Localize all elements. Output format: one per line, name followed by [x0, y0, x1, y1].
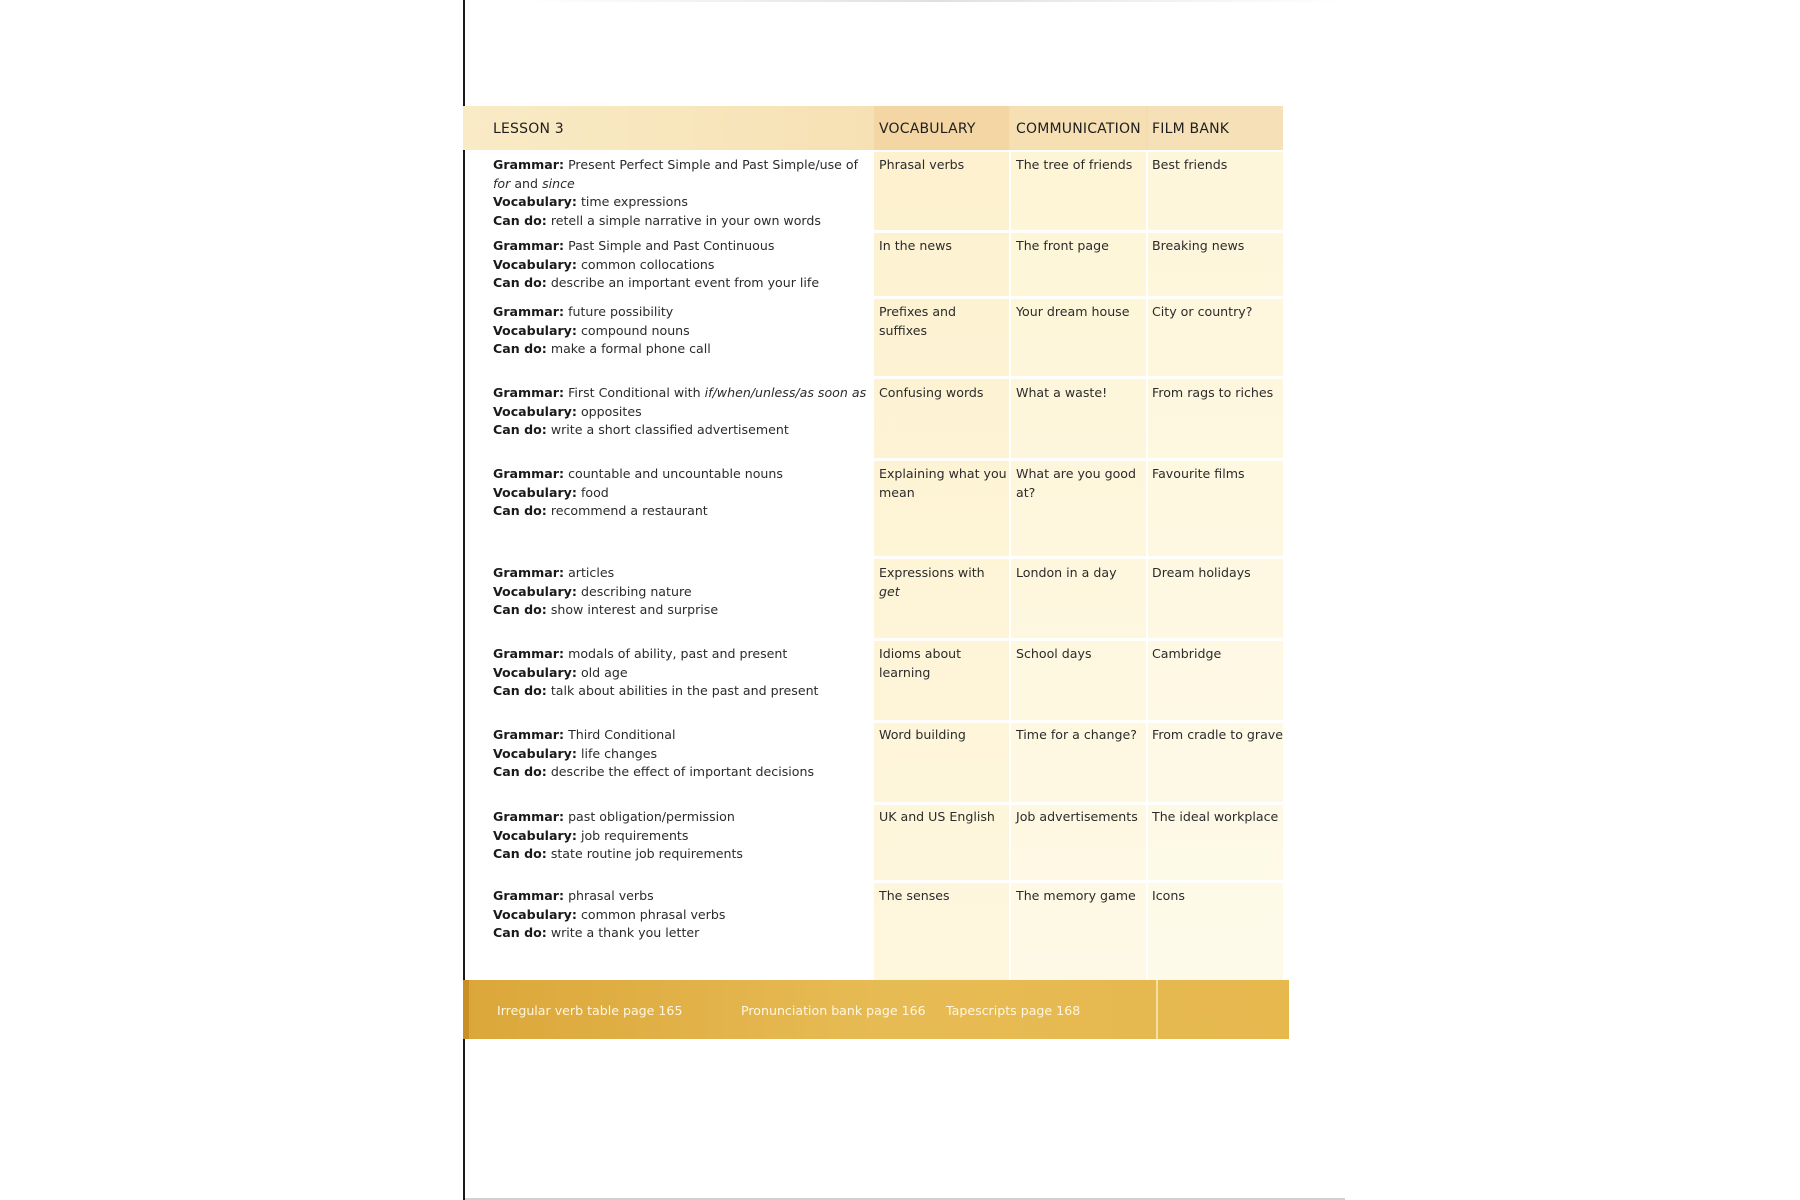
lesson-description [493, 384, 868, 440]
can-do-label: Can do: [493, 503, 547, 518]
header-film-bank: FILM BANK [1152, 121, 1230, 137]
row-divider [874, 802, 1283, 805]
lesson-description [493, 303, 868, 359]
can-do-text: state routine job requirements [550, 846, 743, 861]
grammar-text: Present Perfect Simple and Past Simple/use of [568, 157, 859, 172]
can-do-label: Can do: [493, 925, 547, 940]
pronunciation-bank-link[interactable]: Pronunciation bank page 166 [741, 1003, 926, 1018]
film-bank-cell: Cambridge [1152, 646, 1222, 661]
vocabulary-cell-text: Expressions with [879, 565, 985, 580]
header-communication: COMMUNICATION [1016, 121, 1141, 137]
grammar-text: modals of ability, past and present [568, 646, 788, 661]
can-do-text: write a thank you letter [550, 925, 700, 940]
grammar-line [493, 645, 868, 664]
vocabulary-cell: Confusing words [879, 385, 984, 400]
communication-cell: School days [1016, 646, 1092, 661]
film-bank-cell: From rags to riches [1152, 385, 1274, 400]
can-do-line [493, 340, 868, 359]
vocabulary-label: Vocabulary: [493, 403, 577, 419]
grammar-text: past obligation/permission [568, 809, 735, 824]
grammar-line [493, 726, 868, 745]
vocabulary-line [493, 193, 868, 212]
communication-cell: The front page [1016, 238, 1109, 253]
vocabulary-label: Vocabulary: [493, 484, 577, 500]
vocabulary-cell [879, 564, 1007, 601]
can-do-text: describe an important event from your life [550, 275, 820, 290]
film-bank-cell: Dream holidays [1152, 565, 1251, 580]
lesson-description [493, 645, 868, 701]
row-divider [874, 296, 1283, 299]
grammar-label: Grammar: [493, 157, 565, 172]
film-bank-cell: Favourite films [1152, 466, 1245, 481]
grammar-line [493, 384, 868, 403]
lesson-description [493, 726, 868, 782]
lesson-description [493, 887, 868, 943]
can-do-text: write a short classified advertisement [550, 422, 789, 437]
communication-cell: London in a day [1016, 565, 1117, 580]
film-bank-cell: From cradle to grave [1152, 727, 1284, 742]
footer-divider [1156, 980, 1158, 1039]
lesson-description [493, 156, 868, 230]
grammar-text: phrasal verbs [568, 888, 654, 903]
grammar-text: and [514, 175, 539, 191]
lesson-description [493, 808, 868, 864]
grammar-line [493, 237, 868, 256]
film-bank-cell: Breaking news [1152, 238, 1245, 253]
tapescripts-link[interactable]: Tapescripts page 168 [946, 1003, 1081, 1018]
grammar-text: First Conditional with [568, 385, 701, 400]
can-do-text: describe the effect of important decisions [550, 764, 815, 779]
vocabulary-line [493, 906, 868, 925]
film-bank-cell: Icons [1152, 888, 1185, 903]
can-do-text: make a formal phone call [550, 341, 711, 356]
grammar-line [493, 887, 868, 906]
grammar-italic: since [542, 175, 575, 191]
irregular-verb-table-link[interactable]: Irregular verb table page 165 [497, 1003, 683, 1018]
vocabulary-label: Vocabulary: [493, 194, 577, 209]
vocabulary-cell: In the news [879, 238, 952, 253]
can-do-text: talk about abilities in the past and present [550, 683, 819, 698]
communication-cell: What are you good at? [1016, 466, 1137, 500]
grammar-label: Grammar: [493, 238, 565, 253]
can-do-line [493, 845, 868, 864]
can-do-label: Can do: [493, 602, 547, 617]
vocabulary-text: common phrasal verbs [580, 906, 726, 922]
vocabulary-text: compound nouns [580, 322, 690, 338]
vocabulary-cell: UK and US English [879, 809, 995, 824]
film-bank-cell: The ideal workplace [1152, 809, 1279, 824]
can-do-label: Can do: [493, 275, 547, 290]
grammar-line [493, 156, 868, 193]
communication-cell: Time for a change? [1016, 727, 1137, 742]
vocabulary-label: Vocabulary: [493, 583, 577, 599]
vocabulary-line [493, 583, 868, 602]
contents-table [463, 106, 1289, 1039]
grammar-italic: for [493, 175, 511, 191]
row-divider [874, 376, 1283, 379]
grammar-text: future possibility [568, 304, 674, 319]
vocabulary-cell: The senses [879, 888, 950, 903]
communication-cell: Your dream house [1016, 304, 1130, 319]
row-divider [874, 880, 1283, 883]
grammar-text: articles [568, 565, 615, 580]
can-do-label: Can do: [493, 341, 547, 356]
vocabulary-line [493, 484, 868, 503]
vocabulary-text: time expressions [580, 194, 688, 209]
can-do-line [493, 502, 868, 521]
grammar-label: Grammar: [493, 809, 565, 824]
vocabulary-label: Vocabulary: [493, 745, 577, 761]
header-vocabulary: VOCABULARY [879, 121, 976, 137]
reference-footer [463, 980, 1289, 1039]
can-do-label: Can do: [493, 764, 547, 779]
vocabulary-cell: Word building [879, 727, 966, 742]
vocabulary-line [493, 745, 868, 764]
row-divider [874, 556, 1283, 559]
grammar-text: countable and uncountable nouns [568, 466, 783, 481]
vocabulary-text: life changes [580, 745, 658, 761]
grammar-line [493, 808, 868, 827]
vocabulary-line [493, 256, 868, 275]
grammar-label: Grammar: [493, 385, 565, 400]
communication-cell: The tree of friends [1016, 157, 1133, 172]
row-divider [874, 638, 1283, 641]
can-do-text: show interest and surprise [550, 602, 719, 617]
can-do-line [493, 682, 868, 701]
communication-cell: What a waste! [1016, 385, 1108, 400]
can-do-label: Can do: [493, 212, 547, 228]
vocabulary-cell-italic: get [879, 583, 900, 599]
vocabulary-text: opposites [580, 403, 642, 419]
vocabulary-text: old age [580, 664, 628, 680]
can-do-line [493, 212, 868, 231]
vocabulary-label: Vocabulary: [493, 322, 577, 338]
vocabulary-line [493, 664, 868, 683]
grammar-text: Third Conditional [568, 727, 676, 742]
vocabulary-cell: Prefixes and suffixes [879, 304, 957, 338]
can-do-label: Can do: [493, 683, 547, 698]
can-do-label: Can do: [493, 846, 547, 861]
vocabulary-text: job requirements [580, 827, 689, 843]
grammar-line [493, 465, 868, 484]
vocabulary-line [493, 322, 868, 341]
can-do-line [493, 601, 868, 620]
vocabulary-cell: Phrasal verbs [879, 157, 965, 172]
can-do-text: retell a simple narrative in your own words [550, 212, 821, 228]
communication-cell: Job advertisements [1016, 809, 1138, 824]
row-divider [874, 720, 1283, 723]
lesson-description [493, 465, 868, 521]
grammar-line [493, 303, 868, 322]
row-divider [874, 230, 1283, 233]
communication-cell: The memory game [1016, 888, 1136, 903]
header-lesson: LESSON 3 [493, 121, 564, 137]
grammar-text: Past Simple and Past Continuous [568, 238, 775, 253]
vocabulary-cell: Explaining what you mean [879, 466, 1007, 500]
lesson-description [493, 237, 868, 293]
lesson-description [493, 564, 868, 620]
can-do-text: recommend a restaurant [550, 503, 708, 518]
grammar-label: Grammar: [493, 646, 565, 661]
row-divider [874, 458, 1283, 461]
grammar-italic: if/when/unless/as soon as [704, 385, 867, 400]
vocabulary-line [493, 827, 868, 846]
can-do-line [493, 763, 868, 782]
vocabulary-label: Vocabulary: [493, 664, 577, 680]
grammar-label: Grammar: [493, 466, 565, 481]
grammar-label: Grammar: [493, 888, 565, 903]
can-do-line [493, 924, 868, 943]
vocabulary-label: Vocabulary: [493, 827, 577, 843]
film-bank-cell: Best friends [1152, 157, 1228, 172]
can-do-label: Can do: [493, 422, 547, 437]
film-bank-cell: City or country? [1152, 304, 1253, 319]
vocabulary-line [493, 403, 868, 422]
grammar-label: Grammar: [493, 304, 565, 319]
vocabulary-label: Vocabulary: [493, 256, 577, 272]
can-do-line [493, 421, 868, 440]
can-do-line [493, 274, 868, 293]
grammar-label: Grammar: [493, 565, 565, 580]
scan-edge-top [525, 0, 1345, 2]
grammar-line [493, 564, 868, 583]
grammar-label: Grammar: [493, 727, 565, 742]
vocabulary-text: common collocations [580, 256, 715, 272]
table-header [463, 106, 1283, 150]
vocabulary-cell: Idioms about learning [879, 646, 962, 680]
vocabulary-text: describing nature [580, 583, 692, 599]
vocabulary-text: food [580, 484, 609, 500]
vocabulary-label: Vocabulary: [493, 906, 577, 922]
